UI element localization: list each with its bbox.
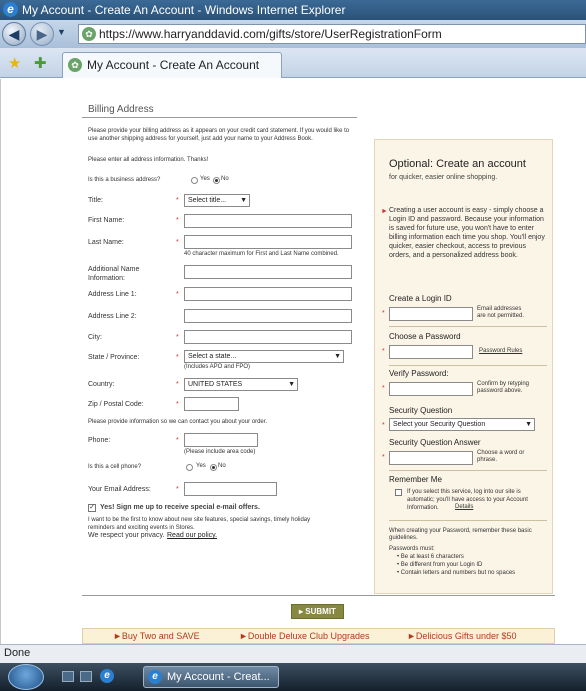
required-marker: * (382, 348, 385, 355)
additional-name-label: Additional Name Information: (88, 266, 140, 282)
security-answer-hint: Choose a word or phrase. (477, 450, 525, 463)
contact-note: Please provide information so we can contact you about your order. (88, 419, 268, 425)
city-input[interactable] (184, 330, 352, 344)
remember-me-heading: Remember Me (389, 475, 442, 484)
zip-input[interactable] (184, 397, 239, 411)
business-yes-radio[interactable] (191, 177, 198, 184)
chevron-down-icon: ▼ (288, 381, 295, 388)
city-label: City: (88, 334, 102, 341)
login-id-hint: Email addresses are not permitted. (477, 306, 525, 319)
taskbar-window-label: My Account - Creat... (167, 671, 270, 683)
enter-all-note: Please enter all address information. Thanks! (88, 157, 209, 163)
promo-link[interactable]: ►Double Deluxe Club Upgrades (239, 631, 370, 641)
business-yes-label: Yes (200, 176, 210, 182)
ie-logo-icon: e (148, 670, 162, 684)
required-marker: * (176, 334, 179, 341)
taskbar (0, 663, 586, 691)
additional-name-input[interactable] (184, 265, 352, 279)
form-divider (82, 595, 555, 596)
required-marker: * (382, 454, 385, 461)
privacy-text: We respect your privacy. (88, 532, 165, 539)
status-text: Done (4, 647, 31, 659)
address-url: https://www.harryanddavid.com/gifts/store/UserRegistrationForm (99, 27, 442, 41)
required-marker: * (382, 422, 385, 429)
required-marker: * (176, 401, 179, 408)
security-answer-heading: Security Question Answer (389, 438, 481, 447)
submit-label: SUBMIT (305, 607, 336, 616)
remember-details-link[interactable]: Details (455, 504, 474, 510)
switch-windows-icon[interactable] (80, 671, 92, 682)
required-marker: * (176, 381, 179, 388)
chevron-down-icon: ▼ (525, 421, 532, 428)
tab-bar (0, 48, 586, 78)
password-rules-head: Passwords must: (389, 546, 435, 552)
promo-text: Buy Two and SAVE (121, 631, 200, 641)
page-content (0, 79, 586, 644)
back-arrow-icon[interactable]: ◀ (2, 22, 26, 46)
submit-arrow-icon: ▸ (299, 607, 306, 616)
required-marker: * (176, 291, 179, 298)
cell-no-radio[interactable] (210, 464, 217, 471)
billing-intro: Please provide your billing address as it appears on your credit card statement. If you would like to use another shipping address for yourself, just add your name to your Address Book. (88, 128, 350, 142)
phone-input[interactable] (184, 433, 258, 447)
billing-heading: Billing Address (88, 104, 154, 115)
ie-logo-icon: e (3, 2, 18, 17)
title-select[interactable] (184, 194, 250, 207)
panel-divider (389, 520, 547, 521)
panel-divider (389, 326, 547, 327)
last-name-label: Last Name: (88, 239, 124, 246)
window-title-bar (0, 0, 586, 20)
panel-divider (389, 470, 547, 471)
cell-question: Is this a cell phone? (88, 464, 142, 470)
password-rule-text: Be different from your Login ID (400, 562, 483, 568)
required-marker: * (176, 239, 179, 246)
password-rules-link[interactable]: Password Rules (479, 348, 523, 354)
panel-benefits: Creating a user account is easy - simply choose a Login ID and password. Because your information is saved for future use, you won't have to enter billing information each time you shop. You'll enjoy quicker, easier checkout, access to previous orders, and a personalized address book. (389, 207, 545, 259)
first-name-label: First Name: (88, 217, 125, 224)
promo-bar (82, 628, 555, 644)
verify-password-input[interactable] (389, 382, 473, 396)
last-name-input[interactable] (184, 235, 352, 249)
heading-divider (82, 117, 357, 118)
required-marker: * (176, 217, 179, 224)
bullet-arrow-icon: ► (381, 208, 388, 215)
password-heading: Choose a Password (389, 332, 461, 341)
chevron-down-icon: ▼ (334, 353, 341, 360)
security-select-value: Select your Security Question (393, 421, 486, 428)
password-rule-text: Be at least 6 characters (400, 554, 464, 560)
email-label: Your Email Address: (88, 486, 151, 493)
first-name-input[interactable] (184, 214, 352, 228)
panel-headline: Optional: Create an account (389, 158, 526, 170)
create-account-panel (374, 139, 553, 594)
security-question-select[interactable] (389, 418, 535, 431)
verify-hint: Confirm by retyping password above. (477, 381, 530, 394)
login-id-heading: Create a Login ID (389, 294, 452, 303)
promo-link[interactable]: ►Delicious Gifts under $50 (407, 631, 517, 641)
add-favorites-icon[interactable]: ✚ (34, 55, 47, 72)
login-id-input[interactable] (389, 307, 473, 321)
special-offers-note: I want to be the first to know about new site features, special savings, timely holiday reminders and exciting events in Stores. (88, 517, 311, 531)
submit-button[interactable] (291, 604, 344, 619)
zip-label: Zip / Postal Code: (88, 401, 144, 408)
address-bar[interactable] (78, 24, 586, 44)
country-select-value: UNITED STATES (188, 381, 243, 388)
phone-label: Phone: (88, 437, 111, 444)
business-no-radio[interactable] (213, 177, 220, 184)
remember-me-checkbox[interactable] (395, 489, 402, 496)
navigation-bar (0, 20, 586, 48)
tab-title: My Account - Create An Account (87, 58, 260, 72)
favorites-star-icon[interactable]: ★ (8, 55, 22, 72)
chevron-down-icon: ▼ (240, 197, 247, 204)
cell-yes-radio[interactable] (186, 464, 193, 471)
address2-label: Address Line 2: (88, 313, 137, 320)
security-question-heading: Security Question (389, 406, 453, 415)
special-offers-label: Yes! Sign me up to receive special e-mail offers. (100, 504, 260, 511)
address1-input[interactable] (184, 287, 352, 301)
address2-input[interactable] (184, 309, 352, 323)
password-rule: • Be at least 6 characters (397, 554, 464, 560)
state-hint: (Includes APO and FPO) (184, 364, 251, 370)
promo-text: Delicious Gifts under $50 (415, 631, 517, 641)
show-desktop-icon[interactable] (62, 671, 74, 682)
cell-no-label: No (218, 463, 226, 469)
password-input[interactable] (389, 345, 473, 359)
special-offers-checkbox[interactable]: ✓ (89, 504, 95, 511)
window-title: My Account - Create An Account - Windows Internet Explorer (22, 3, 346, 17)
tab-favicon-icon: ✿ (68, 58, 82, 72)
panel-subhead: for quicker, easier online shopping. (389, 174, 498, 181)
promo-text: Double Deluxe Club Upgrades (247, 631, 370, 641)
required-marker: * (382, 385, 385, 392)
password-rules-intro: When creating your Password, remember these basic guidelines. (389, 528, 532, 541)
title-select-value: Select title... (188, 197, 227, 204)
email-input[interactable] (184, 482, 277, 496)
site-favicon-icon: ✿ (82, 27, 96, 41)
country-label: Country: (88, 381, 115, 388)
required-marker: * (176, 354, 179, 361)
business-question: Is this a business address? (88, 177, 161, 183)
forward-arrow-icon[interactable]: ▶ (30, 22, 54, 46)
security-answer-input[interactable] (389, 451, 473, 465)
required-marker: * (176, 197, 179, 204)
privacy-link[interactable]: Read our policy. (167, 532, 218, 539)
taskbar-ie-window[interactable] (143, 666, 279, 688)
verify-heading: Verify Password: (389, 369, 449, 378)
required-marker: * (176, 486, 179, 493)
password-rule: • Contain letters and numbers but no spaces (397, 570, 516, 576)
browser-tab[interactable] (62, 52, 282, 78)
required-marker: * (176, 437, 179, 444)
address1-label: Address Line 1: (88, 291, 137, 298)
panel-divider (389, 365, 547, 366)
business-no-label: No (221, 176, 229, 182)
phone-hint: (Please include area code) (184, 449, 256, 455)
country-select[interactable] (184, 378, 298, 391)
state-label: State / Province: (88, 354, 140, 361)
last-name-hint: 40 character maximum for First and Last Name combined. (184, 251, 339, 257)
required-marker: * (382, 310, 385, 317)
start-orb-icon[interactable] (8, 664, 44, 690)
password-rule: • Be different from your Login ID (397, 562, 483, 568)
promo-link[interactable]: ►Buy Two and SAVE (113, 631, 200, 641)
history-dropdown-icon[interactable]: ▼ (57, 27, 66, 37)
password-rule-text: Contain letters and numbers but no spaces (400, 570, 516, 576)
remember-me-text: If you select this service, log into our site is automatic; you'll have access to your Account Information. (407, 489, 528, 511)
cell-yes-label: Yes (196, 463, 206, 469)
status-bar (0, 644, 586, 663)
state-select[interactable] (184, 350, 344, 363)
state-select-value: Select a state... (188, 353, 237, 360)
title-label: Title: (88, 197, 103, 204)
ie-quicklaunch-icon[interactable]: e (100, 669, 114, 683)
